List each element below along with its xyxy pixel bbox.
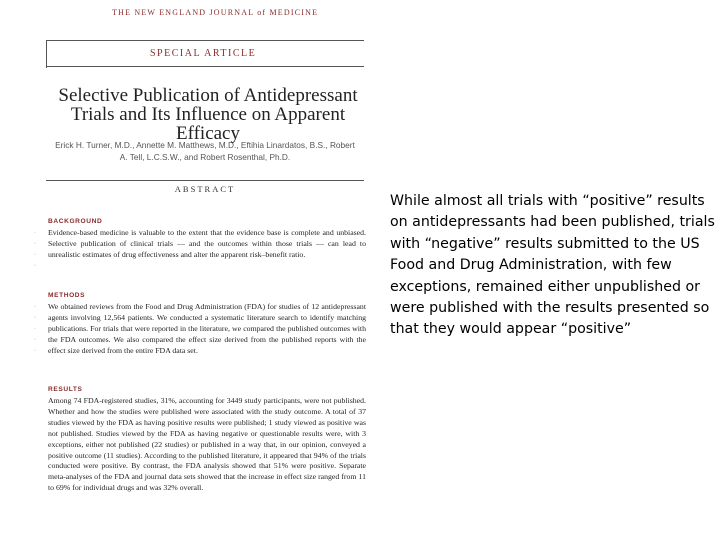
article-title: Selective Publication of Antidepressant Trials and Its Influence on Apparent Efficacy bbox=[58, 85, 358, 144]
results-text: Among 74 FDA-registered studies, 31%, accounting for 3449 study participants, were not published. Whether and how the studies were published were associated with the study outcome. A total of 37 studies viewed by the FDA as having positive results were published; 1 study viewed as positive was not published. Studies viewed by the FDA as having negative or questionable results were, with 3 exceptions, either not published (22 studies) or published in a way that, in our opinion, conveyed a positive outcome (11 studies). According to the published literature, it appeared that 94% of the trials conducted were positive. By contrast, the FDA analysis showed that 51% were positive. Separate meta-analyses of the FDA and journal data sets showed that the increase in effect size ranged from 11 to 69% for individual drugs and was 32% overall. bbox=[48, 396, 366, 493]
abstract-rule bbox=[46, 180, 364, 181]
article-type-label: SPECIAL ARTICLE bbox=[150, 48, 257, 59]
methods-heading: METHODS bbox=[48, 292, 86, 299]
methods-text: We obtained reviews from the Food and Drug Administration (FDA) for studies of 12 antidepressant agents involving 12,564 patients. We conducted a systematic literature search to identify matching publications. For trials that were reported in the literature, we compared the published outcomes with the FDA outcomes. We also compared the effect size derived from the published reports with the effect size derived from the entire FDA data set. bbox=[48, 302, 366, 355]
label-rule bbox=[46, 66, 364, 67]
background-text: Evidence-based medicine is valuable to the extent that the evidence base is complete and unbiased. Selective publication of clinical trials — and the outcomes within those trials — can lead to unrealistic estimates of drug effectiveness and alter the apparent risk–benefit ratio. bbox=[48, 228, 366, 259]
background-heading: BACKGROUND bbox=[48, 218, 103, 225]
abstract-heading: ABSTRACT bbox=[174, 184, 236, 194]
header-side-rule bbox=[46, 40, 47, 68]
article-authors: Erick H. Turner, M.D., Annette M. Matthews, M.D., Eftihia Linardatos, B.S., Robert A. Tell, L.C.S.W., and Robert Rosenthal, Ph.D. bbox=[55, 140, 355, 162]
results-heading: RESULTS bbox=[48, 386, 83, 393]
journal-header: THE NEW ENGLAND JOURNAL of MEDICINE bbox=[112, 8, 319, 17]
header-rule bbox=[46, 40, 364, 41]
slide-caption: While almost all trials with “positive” results on antidepressants had been published, trials with “negative” results submitted to the US Food and Drug Administration, with few exceptions, remained either unpublished or were published with the results presented so that they would appear “positive” bbox=[390, 193, 715, 338]
margin-marks: · · · · · bbox=[34, 304, 36, 354]
margin-marks: · · · · bbox=[34, 230, 36, 269]
